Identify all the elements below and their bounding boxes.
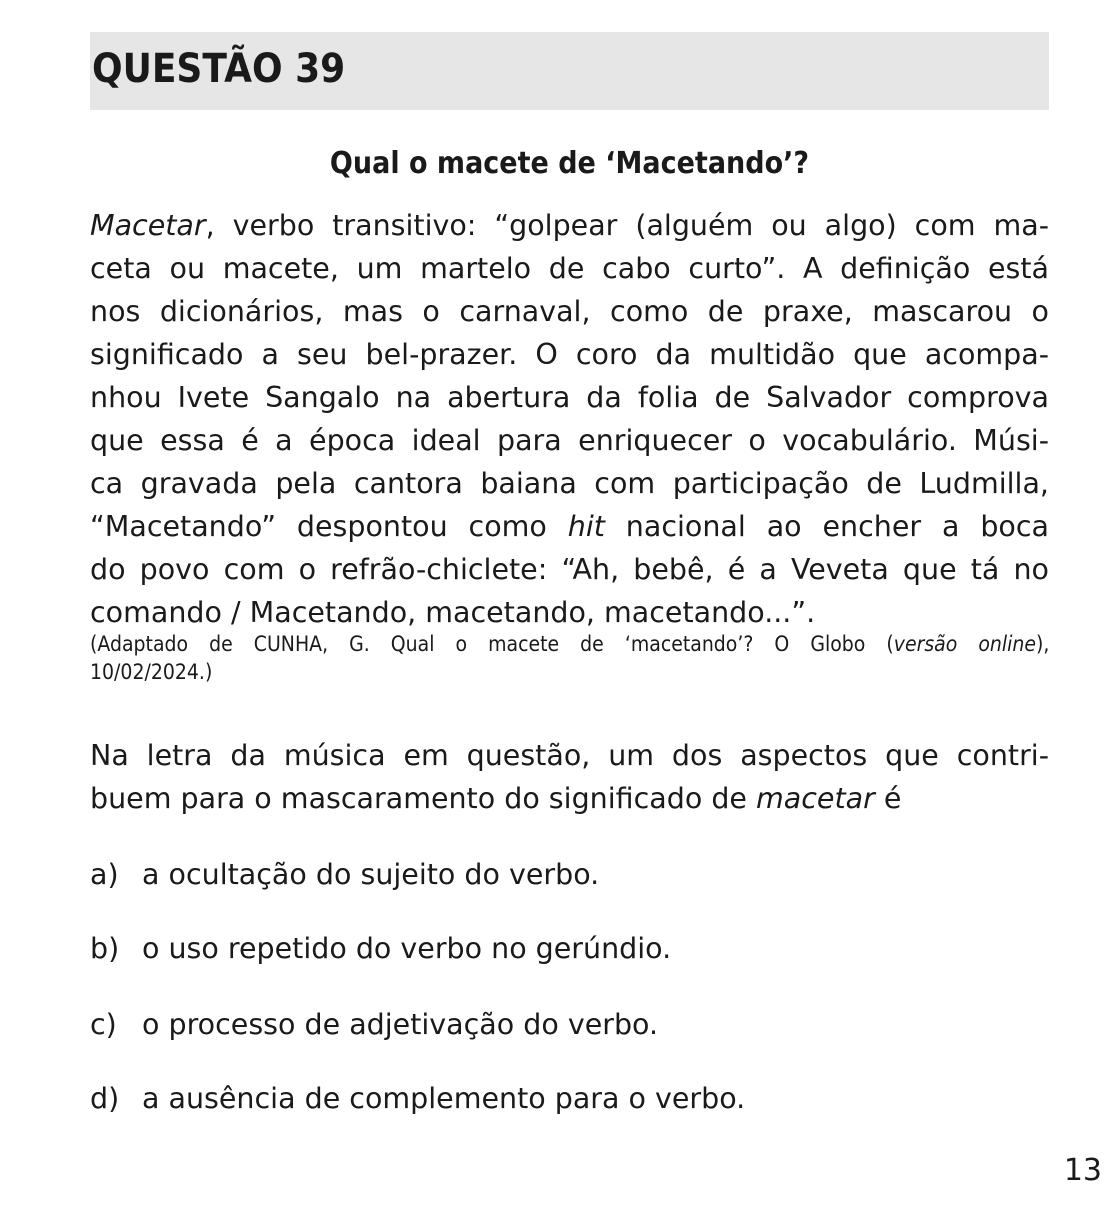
- body-line: comando / Macetando, macetando, macetando...”.: [90, 596, 816, 629]
- option-letter: d): [90, 1082, 120, 1115]
- body-line: Macetar, verbo transitivo: “golpear (alguém ou algo) com ma-: [90, 209, 1049, 242]
- body-line: nos dicionários, mas o carnaval, como de praxe, mascarou o: [90, 295, 1049, 328]
- option-text: o processo de adjetivação do verbo.: [142, 1008, 659, 1041]
- italic-term: Macetar: [90, 209, 206, 242]
- question-number: QUESTÃO 39: [92, 46, 346, 92]
- question-prompt: [90, 734, 1049, 820]
- option-d[interactable]: [90, 1079, 745, 1119]
- body-line: ceta ou macete, um martelo de cabo curto”. A definição está: [90, 252, 1049, 285]
- option-letter: a): [90, 858, 119, 891]
- option-text: o uso repetido do verbo no gerúndio.: [142, 932, 672, 965]
- body-line: nhou Ivete Sangalo na abertura da folia de Salvador comprova: [90, 381, 1049, 414]
- page-number: 13: [1063, 1153, 1102, 1188]
- body-line: “Macetando” despontou como hit nacional ao encher a boca: [90, 510, 1049, 543]
- question-header: [90, 32, 1049, 110]
- option-b[interactable]: [90, 929, 671, 969]
- option-a[interactable]: [90, 855, 599, 895]
- source-citation: [90, 630, 1050, 686]
- body-line: do povo com o refrão-chiclete: “Ah, bebê, é a Veveta que tá no: [90, 553, 1049, 586]
- article-title: Qual o macete de ‘Macetando’?: [329, 146, 810, 181]
- italic-term: hit: [567, 510, 605, 543]
- body-line: ca gravada pela cantora baiana com participação de Ludmilla,: [90, 467, 1049, 500]
- body-line: que essa é a época ideal para enriquecer o vocabulário. Músi-: [90, 424, 1049, 457]
- source-line: 10/02/2024.): [90, 660, 213, 684]
- option-c[interactable]: [90, 1005, 658, 1045]
- prompt-line: buem para o mascaramento do significado de macetar é: [90, 782, 902, 815]
- source-line: (Adaptado de CUNHA, G. Qual o macete de ‘macetando’? O Globo (versão online),: [90, 632, 1050, 656]
- option-letter: c): [90, 1008, 117, 1041]
- prompt-line: Na letra da música em questão, um dos aspectos que contri-: [90, 739, 1049, 772]
- article-body: [90, 204, 1049, 634]
- option-letter: b): [90, 932, 120, 965]
- body-line: significado a seu bel-prazer. O coro da multidão que acompa-: [90, 338, 1049, 371]
- option-text: a ocultação do sujeito do verbo.: [142, 858, 600, 891]
- option-text: a ausência de complemento para o verbo.: [142, 1082, 746, 1115]
